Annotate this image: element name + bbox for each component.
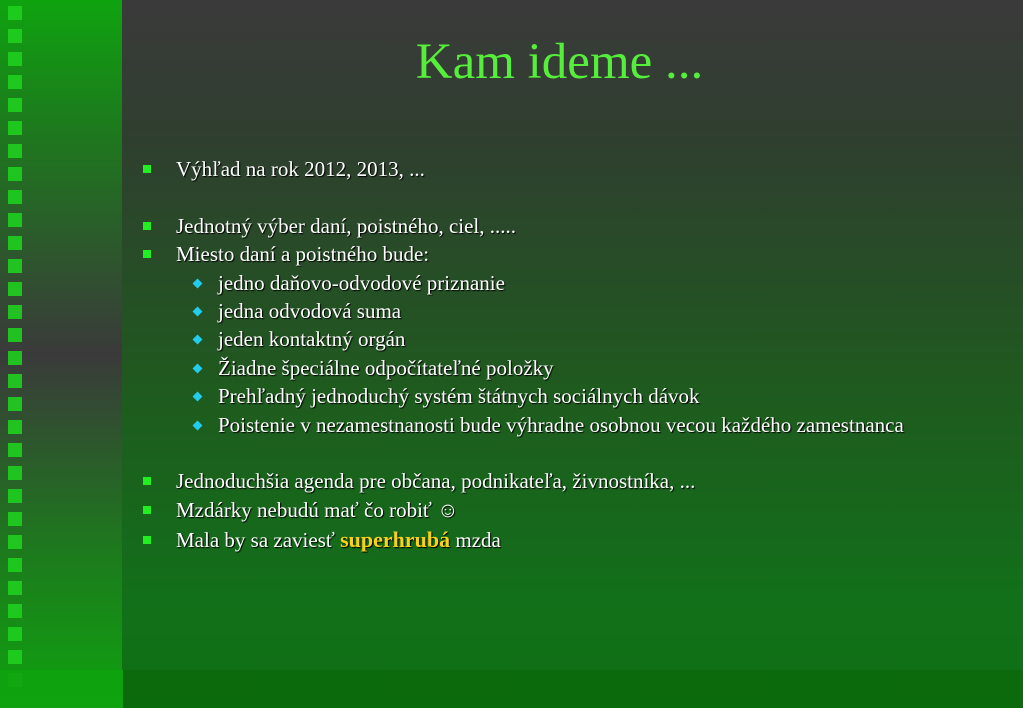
square-bullet-icon bbox=[143, 165, 151, 173]
sub-list-item-text: Prehľadný jednoduchý systém štátnych sociálnych dávok bbox=[218, 384, 700, 409]
sidebar-square-decoration bbox=[8, 420, 22, 434]
sub-list-item-text: Žiadne špeciálne odpočítateľné položky bbox=[218, 355, 554, 380]
sidebar-square-decoration bbox=[8, 213, 22, 227]
sidebar-square-decoration bbox=[8, 351, 22, 365]
text-suffix: mzda bbox=[450, 528, 501, 553]
bullet-list bbox=[140, 155, 1010, 556]
sidebar-square-decoration bbox=[8, 29, 22, 43]
list-item bbox=[140, 496, 1010, 524]
sidebar-square-decoration bbox=[8, 121, 22, 135]
diamond-bullet-icon bbox=[193, 392, 203, 402]
diamond-bullet-icon bbox=[193, 420, 203, 430]
diamond-bullet-icon bbox=[193, 335, 203, 345]
sidebar-square-decoration bbox=[8, 650, 22, 664]
square-bullet-icon bbox=[143, 506, 151, 514]
list-item-text: Výhľad na rok 2012, 2013, ... bbox=[176, 157, 425, 181]
sidebar-square-decoration bbox=[8, 236, 22, 250]
list-item bbox=[140, 467, 1010, 495]
list-item bbox=[140, 155, 1010, 183]
highlighted-word: superhrubá bbox=[340, 527, 451, 553]
sub-list-item bbox=[140, 354, 1010, 382]
sidebar-square-decoration bbox=[8, 98, 22, 112]
sidebar-square-decoration bbox=[8, 190, 22, 204]
square-bullet-icon bbox=[143, 477, 151, 485]
sidebar-square-decoration bbox=[8, 466, 22, 480]
sidebar-square-decoration bbox=[8, 328, 22, 342]
sidebar-square-decoration bbox=[8, 443, 22, 457]
sidebar-square-decoration bbox=[8, 52, 22, 66]
bottom-band-decoration bbox=[0, 670, 1023, 708]
list-item-text: Jednotný výber daní, poistného, ciel, ..... bbox=[176, 213, 517, 238]
list-item-text: Miesto daní a poistného bude: bbox=[176, 242, 430, 267]
diamond-bullet-icon bbox=[193, 278, 203, 288]
sidebar-square-decoration bbox=[8, 558, 22, 572]
sidebar-square-decoration bbox=[8, 397, 22, 411]
spacer bbox=[140, 439, 1010, 467]
spacer bbox=[140, 183, 1010, 211]
sub-list-item bbox=[140, 269, 1010, 297]
sidebar-square-decoration bbox=[8, 167, 22, 181]
sub-list-item-text: jedno daňovo-odvodové priznanie bbox=[218, 270, 505, 295]
sub-list-item bbox=[140, 325, 1010, 353]
sub-list-item bbox=[140, 411, 1010, 439]
text-prefix: Mala by sa zaviesť bbox=[176, 528, 341, 553]
sidebar-square-decoration bbox=[8, 6, 22, 20]
list-item-text: Jednoduchšia agenda pre občana, podnikateľa, živnostníka, ... bbox=[176, 469, 696, 494]
sub-list-item bbox=[140, 382, 1010, 410]
sidebar-square-decoration bbox=[8, 604, 22, 618]
sidebar-square-decoration bbox=[8, 259, 22, 273]
list-item-text: Mzdárky nebudú mať čo robiť ☺ bbox=[176, 497, 459, 522]
sub-list-item-text: Poistenie v nezamestnanosti bude výhradne osobnou vecou každého zamestnanca bbox=[218, 412, 904, 437]
sub-list-item bbox=[140, 297, 1010, 325]
list-item bbox=[140, 240, 1010, 268]
sidebar-square-decoration bbox=[8, 535, 22, 549]
sidebar-square-decoration bbox=[8, 144, 22, 158]
sidebar-square-decoration bbox=[8, 305, 22, 319]
diamond-bullet-icon bbox=[193, 307, 203, 317]
sidebar-decoration bbox=[0, 0, 122, 708]
sidebar-square-decoration bbox=[8, 581, 22, 595]
sidebar-square-decoration bbox=[8, 489, 22, 503]
slide-title: Kam ideme ... bbox=[415, 34, 704, 90]
sidebar-squares bbox=[8, 0, 28, 708]
sub-list-item-text: jeden kontaktný orgán bbox=[218, 327, 406, 352]
list-item bbox=[140, 524, 1010, 556]
list-item bbox=[140, 212, 1010, 240]
square-bullet-icon bbox=[143, 536, 151, 544]
square-bullet-icon bbox=[143, 250, 151, 258]
list-item-text bbox=[176, 524, 501, 556]
sidebar-square-decoration bbox=[8, 282, 22, 296]
square-bullet-icon bbox=[143, 222, 151, 230]
sidebar-square-decoration bbox=[8, 512, 22, 526]
sidebar-square-decoration bbox=[8, 627, 22, 641]
sub-list-item-text: jedna odvodová suma bbox=[218, 298, 402, 323]
sidebar-square-decoration bbox=[8, 75, 22, 89]
sidebar-square-decoration bbox=[8, 374, 22, 388]
diamond-bullet-icon bbox=[193, 363, 203, 373]
